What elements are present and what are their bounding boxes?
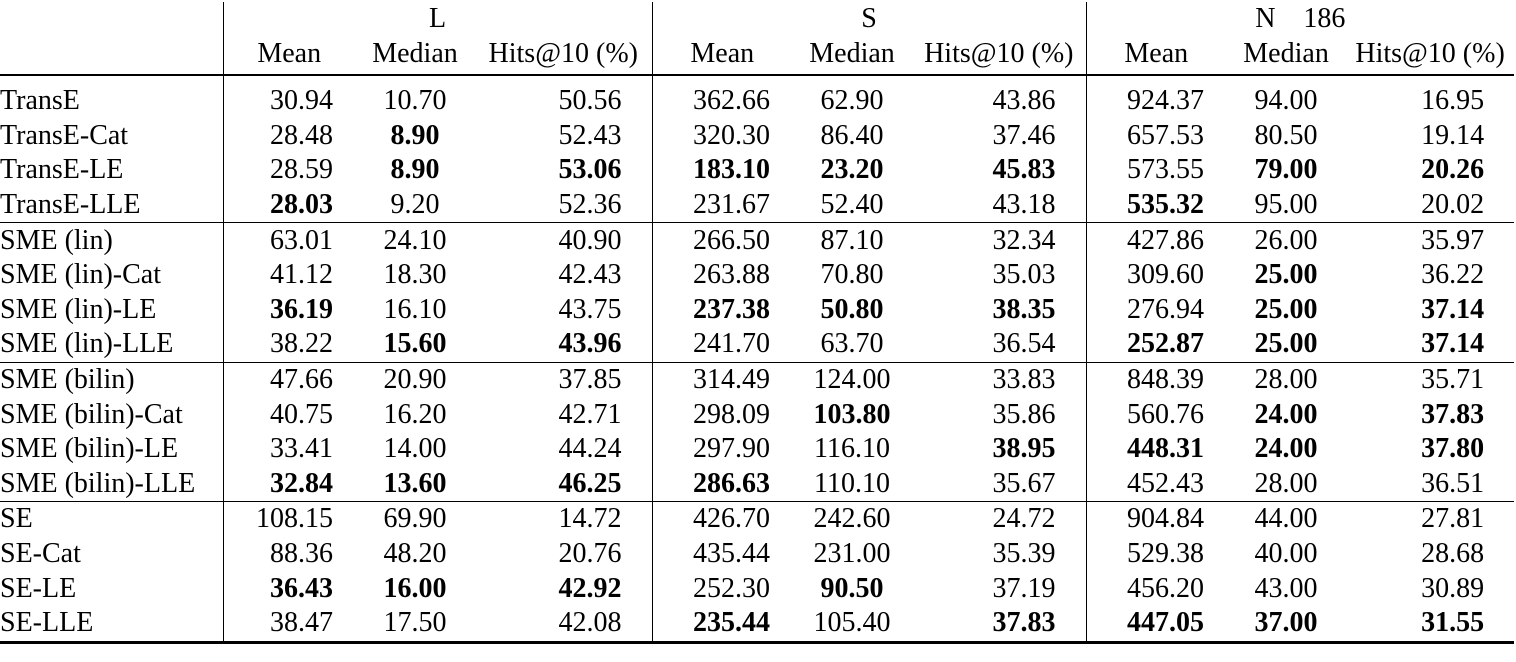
l-mean-cell: 38.47	[223, 606, 355, 642]
method-cell: SME (lin)-LE	[0, 293, 223, 328]
metric-mean-header: Mean	[223, 36, 355, 75]
n-hits-cell: 30.89	[1421, 572, 1485, 604]
s-median-cell: 63.70	[820, 328, 884, 360]
l-mean-cell: 41.12	[270, 259, 333, 291]
metric-median-header: Median	[792, 36, 912, 75]
method-cell: SME (bilin)-LLE	[0, 467, 223, 502]
l-median-cell: 8.90	[390, 119, 440, 151]
s-hits-cell: 37.19	[912, 571, 1086, 606]
n-median-cell: 24.00	[1254, 398, 1318, 430]
s-hits-cell: 24.72	[912, 502, 1086, 537]
n-median-cell: 95.00	[1254, 189, 1318, 221]
method-cell: TransE-Cat	[0, 119, 223, 154]
s-mean-cell: 297.90	[693, 433, 771, 465]
metric-header-row	[0, 36, 1514, 75]
method-cell: SME (lin)	[0, 223, 223, 258]
n-hits-cell: 37.80	[1421, 433, 1485, 465]
n-hits-cell: 36.51	[1421, 467, 1485, 499]
method-cell: SE	[0, 502, 223, 537]
table-row	[0, 84, 1514, 119]
n-mean-cell: 904.84	[1086, 502, 1226, 537]
l-median-cell: 14.00	[383, 433, 447, 465]
l-hits-cell: 43.75	[475, 293, 652, 328]
spacer-cell	[355, 75, 475, 84]
s-median-cell: 62.90	[820, 85, 884, 117]
n-mean-cell: 427.86	[1086, 223, 1226, 258]
s-median-cell: 90.50	[820, 572, 884, 604]
dataset-s-name: S	[861, 3, 877, 34]
method-header-corner	[0, 2, 223, 36]
l-median-cell: 24.10	[355, 223, 475, 258]
l-hits-cell: 44.24	[475, 432, 652, 467]
s-mean-cell: 435.44	[693, 538, 771, 570]
n-mean-cell: 560.76	[1127, 398, 1205, 430]
n-hits-cell: 20.26	[1421, 154, 1485, 186]
l-median-cell: 15.60	[383, 328, 447, 360]
spacer-cell	[223, 75, 355, 84]
s-mean-cell: 286.63	[693, 467, 771, 499]
spacer-cell	[1226, 75, 1346, 84]
n-mean-cell: 848.39	[1086, 362, 1226, 397]
method-cell: SE-Cat	[0, 537, 223, 572]
n-median-cell: 26.00	[1226, 223, 1346, 258]
n-mean-cell: 252.87	[1127, 328, 1205, 360]
spacer-cell	[912, 75, 1086, 84]
l-hits-cell: 42.92	[475, 571, 652, 606]
n-mean-cell: 452.43	[1127, 467, 1205, 499]
l-median-cell: 10.70	[383, 85, 447, 117]
l-hits-cell: 40.90	[475, 223, 652, 258]
n-median-cell: 79.00	[1254, 154, 1318, 186]
metric-hits-header: Hits@10 (%)	[912, 36, 1086, 75]
spacer-cell	[792, 75, 912, 84]
method-cell: SE-LE	[0, 571, 223, 606]
method-cell: TransE	[0, 84, 223, 119]
s-mean-cell: 266.50	[652, 223, 792, 258]
s-median-cell: 86.40	[820, 119, 884, 151]
dataset-l-header	[223, 2, 652, 36]
n-mean-cell: 276.94	[1127, 293, 1205, 325]
s-mean-cell: 231.67	[693, 189, 771, 221]
l-hits-cell: 53.06	[475, 153, 652, 188]
n-hits-cell: 28.68	[1421, 538, 1485, 570]
spacer-cell	[0, 75, 223, 84]
n-median-cell: 44.00	[1226, 502, 1346, 537]
n-median-cell: 25.00	[1254, 328, 1318, 360]
s-mean-cell: 237.38	[693, 293, 771, 325]
metric-median-header: Median	[355, 36, 475, 75]
s-mean-cell: 183.10	[693, 154, 771, 186]
n-hits-cell: 36.22	[1421, 259, 1485, 291]
s-median-cell: 231.00	[813, 538, 891, 570]
method-header	[0, 36, 223, 75]
s-mean-cell: 314.49	[652, 362, 792, 397]
spacer-cell	[652, 75, 792, 84]
table-row	[0, 397, 1514, 432]
table-row	[0, 432, 1514, 467]
l-hits-cell: 42.71	[475, 397, 652, 432]
s-median-cell: 110.10	[814, 467, 890, 499]
n-hits-cell: 16.95	[1421, 85, 1485, 117]
s-median-cell: 50.80	[820, 293, 884, 325]
s-hits-cell: 38.95	[912, 432, 1086, 467]
s-hits-cell: 35.86	[912, 397, 1086, 432]
l-mean-cell: 40.75	[270, 398, 333, 430]
l-mean-cell: 36.43	[270, 572, 333, 604]
method-cell: SE-LLE	[0, 606, 223, 642]
s-mean-cell: 263.88	[693, 259, 771, 291]
l-hits-cell: 46.25	[475, 467, 652, 502]
n-mean-cell: 447.05	[1086, 606, 1226, 642]
n-hits-cell: 31.55	[1346, 606, 1514, 642]
s-hits-cell: 37.83	[912, 606, 1086, 642]
l-hits-cell: 42.08	[475, 606, 652, 642]
table-body	[0, 75, 1514, 642]
method-cell: SME (bilin)	[0, 362, 223, 397]
n-mean-cell: 924.37	[1127, 85, 1205, 117]
table-row	[0, 188, 1514, 223]
n-hits-cell: 37.14	[1421, 293, 1485, 325]
n-hits-cell: 20.02	[1421, 189, 1485, 221]
n-median-cell: 25.00	[1254, 259, 1318, 291]
l-mean-cell: 88.36	[270, 538, 333, 570]
l-mean-cell: 36.19	[270, 293, 333, 325]
s-median-cell: 52.40	[820, 189, 884, 221]
l-mean-cell: 28.48	[270, 119, 333, 151]
n-hits-cell: 37.14	[1421, 328, 1485, 360]
s-median-cell: 242.60	[792, 502, 912, 537]
s-mean-cell: 252.30	[693, 572, 771, 604]
dataset-header-row	[0, 2, 1514, 36]
l-median-cell: 16.20	[383, 398, 447, 430]
s-mean-cell: 235.44	[652, 606, 792, 642]
l-mean-cell: 47.66	[223, 362, 355, 397]
s-median-cell: 103.80	[813, 398, 891, 430]
table-row	[0, 327, 1514, 362]
s-median-cell: 124.00	[792, 362, 912, 397]
n-median-cell: 80.50	[1254, 119, 1318, 151]
s-mean-cell: 362.66	[693, 85, 771, 117]
n-hits-cell: 37.83	[1421, 398, 1485, 430]
l-median-cell: 13.60	[383, 467, 447, 499]
l-mean-cell: 32.84	[270, 467, 333, 499]
s-hits-cell: 43.86	[912, 84, 1086, 119]
results-table	[0, 2, 1514, 644]
table-row	[0, 362, 1514, 397]
dataset-s-header	[652, 2, 1086, 36]
table-row	[0, 467, 1514, 502]
n-hits-cell: 35.71	[1346, 362, 1514, 397]
header-spacer-row	[0, 75, 1514, 84]
n-median-cell: 43.00	[1254, 572, 1318, 604]
table-row	[0, 153, 1514, 188]
n-mean-cell: 309.60	[1127, 259, 1205, 291]
l-mean-cell: 33.41	[270, 433, 333, 465]
l-mean-cell: 108.15	[223, 502, 355, 537]
n-mean-cell: 573.55	[1127, 154, 1205, 186]
l-hits-cell: 52.43	[475, 119, 652, 154]
table-header	[0, 2, 1514, 75]
l-median-cell: 20.90	[355, 362, 475, 397]
l-mean-cell: 28.03	[270, 189, 333, 221]
l-mean-cell: 30.94	[270, 85, 333, 117]
s-median-cell: 70.80	[820, 259, 884, 291]
table-row	[0, 119, 1514, 154]
spacer-cell	[1346, 75, 1514, 84]
n-median-cell: 28.00	[1226, 362, 1346, 397]
metric-hits-header: Hits@10 (%)	[1346, 36, 1514, 75]
dataset-l-name: L	[428, 3, 447, 34]
s-hits-cell: 38.35	[912, 293, 1086, 328]
n-mean-cell: 456.20	[1127, 572, 1205, 604]
method-cell: SME (bilin)-Cat	[0, 397, 223, 432]
spacer-cell	[1086, 75, 1226, 84]
metric-mean-header: Mean	[652, 36, 792, 75]
table-row	[0, 571, 1514, 606]
l-median-cell: 16.00	[383, 572, 447, 604]
l-hits-cell: 42.43	[475, 258, 652, 293]
s-mean-cell: 298.09	[693, 398, 771, 430]
l-mean-cell: 28.59	[270, 154, 333, 186]
l-median-cell: 9.20	[390, 189, 440, 221]
s-hits-cell: 36.54	[912, 327, 1086, 362]
n-median-cell: 28.00	[1254, 467, 1318, 499]
n-median-cell: 40.00	[1254, 538, 1318, 570]
method-cell: SME (bilin)-LE	[0, 432, 223, 467]
spacer-cell	[475, 75, 652, 84]
method-cell: SME (lin)-LLE	[0, 327, 223, 362]
n-mean-cell: 535.32	[1127, 189, 1205, 221]
s-hits-cell: 37.46	[912, 119, 1086, 154]
s-median-cell: 116.10	[814, 433, 890, 465]
table-row	[0, 606, 1514, 642]
metric-median-header: Median	[1226, 36, 1346, 75]
metric-mean-header: Mean	[1086, 36, 1226, 75]
n-median-cell: 94.00	[1254, 85, 1318, 117]
l-hits-cell: 37.85	[475, 362, 652, 397]
s-hits-cell: 35.67	[912, 467, 1086, 502]
n-hits-cell: 19.14	[1421, 119, 1485, 151]
s-mean-cell: 426.70	[652, 502, 792, 537]
s-mean-cell: 320.30	[693, 119, 771, 151]
l-hits-cell: 52.36	[475, 188, 652, 223]
l-median-cell: 16.10	[383, 293, 447, 325]
l-hits-cell: 20.76	[475, 537, 652, 572]
l-median-cell: 18.30	[383, 259, 447, 291]
n-median-cell: 25.00	[1254, 293, 1318, 325]
s-hits-cell: 45.83	[912, 153, 1086, 188]
table-row	[0, 258, 1514, 293]
s-median-cell: 87.10	[792, 223, 912, 258]
l-median-cell: 17.50	[355, 606, 475, 642]
n-hits-cell: 27.81	[1346, 502, 1514, 537]
s-hits-cell: 33.83	[912, 362, 1086, 397]
l-mean-cell: 38.22	[270, 328, 333, 360]
table-row	[0, 223, 1514, 258]
s-median-cell: 105.40	[792, 606, 912, 642]
n-median-cell: 24.00	[1254, 433, 1318, 465]
l-median-cell: 69.90	[355, 502, 475, 537]
n-mean-cell: 657.53	[1127, 119, 1205, 151]
dataset-n-extra: 186	[1303, 3, 1346, 34]
s-median-cell: 23.20	[820, 154, 884, 186]
method-cell: SME (lin)-Cat	[0, 258, 223, 293]
table-row	[0, 502, 1514, 537]
n-mean-cell: 529.38	[1127, 538, 1205, 570]
dataset-n-name: N	[1255, 3, 1276, 34]
l-hits-cell: 43.96	[475, 327, 652, 362]
table-row	[0, 293, 1514, 328]
l-median-cell: 8.90	[390, 154, 440, 186]
s-mean-cell: 241.70	[693, 328, 771, 360]
dataset-n-header	[1086, 2, 1514, 36]
l-median-cell: 48.20	[383, 538, 447, 570]
n-median-cell: 37.00	[1226, 606, 1346, 642]
s-hits-cell: 35.39	[912, 537, 1086, 572]
s-hits-cell: 43.18	[912, 188, 1086, 223]
l-hits-cell: 50.56	[475, 84, 652, 119]
metric-hits-header: Hits@10 (%)	[475, 36, 652, 75]
l-mean-cell: 63.01	[223, 223, 355, 258]
s-hits-cell: 35.03	[912, 258, 1086, 293]
table-row	[0, 537, 1514, 572]
n-mean-cell: 448.31	[1127, 433, 1205, 465]
method-cell: TransE-LLE	[0, 188, 223, 223]
l-hits-cell: 14.72	[475, 502, 652, 537]
n-hits-cell: 35.97	[1346, 223, 1514, 258]
s-hits-cell: 32.34	[912, 223, 1086, 258]
method-cell: TransE-LE	[0, 153, 223, 188]
